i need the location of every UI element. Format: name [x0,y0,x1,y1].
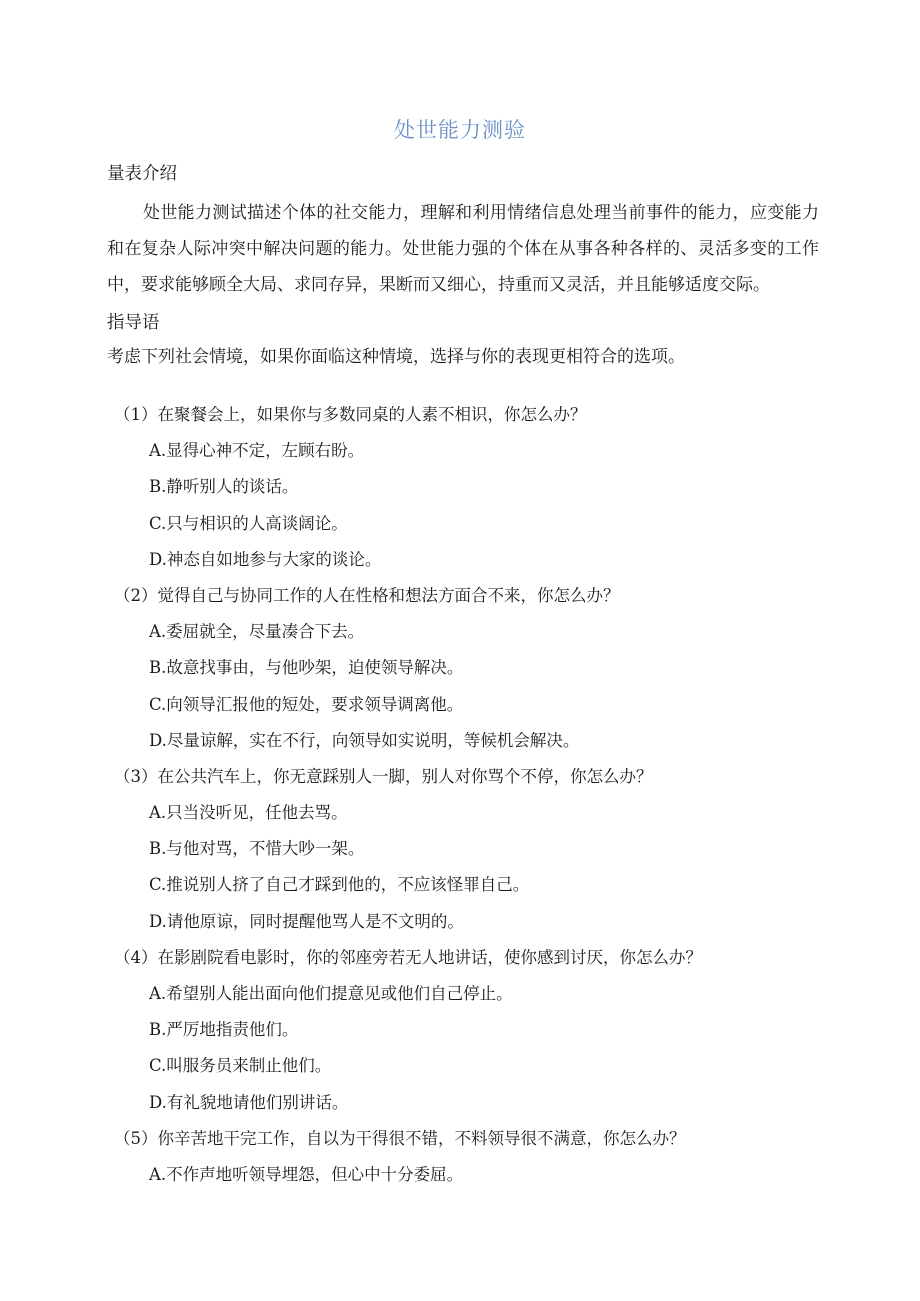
option-c: C.叫服务员来制止他们。 [149,1056,332,1076]
option-a: A.只当没听见，任他去骂。 [149,803,348,823]
option-d: D.神态自如地参与大家的谈论。 [149,549,382,569]
question-1 [0,397,920,578]
option-a: A.显得心神不定，左顾右盼。 [149,441,365,461]
option-d: D.请他原谅，同时提醒他骂人是不文明的。 [149,911,464,931]
question-2 [0,578,920,759]
option-c: C.推说别人挤了自己才踩到他的，不应该怪罪自己。 [149,875,530,895]
option-b: B.严厉地指责他们。 [149,1020,299,1040]
question-5 [0,1121,920,1193]
page-title: 处世能力测验 [394,118,526,142]
question-4 [0,940,920,1121]
option-b: B.与他对骂，不惜大吵一架。 [149,839,365,859]
option-a: A.希望别人能出面向他们提意见或他们自己停止。 [149,984,513,1003]
question-text: （3）在公共汽车上，你无意踩别人一脚，别人对你骂个不停，你怎么办？ [114,766,653,786]
option-b: B.故意找事由，与他吵架，迫使领导解决。 [149,658,464,678]
guide-heading: 指导语 [107,313,160,333]
option-c: C.只与相识的人高谈阔论。 [149,513,348,533]
option-d: D.尽量谅解，实在不行，向领导如实说明，等候机会解决。 [149,730,580,750]
guide-text: 考虑下列社会情境，如果你面临这种情境，选择与你的表现更相符合的选项。 [107,347,685,367]
option-a: A.委屈就全，尽量凑合下去。 [149,622,365,642]
question-list [0,397,920,1193]
question-text: （5）你辛苦地干完工作，自以为干得很不错，不料领导很不满意，你怎么办？ [114,1128,686,1148]
option-d: D.有礼貌地请他们别讲话。 [149,1092,349,1112]
intro-heading: 量表介绍 [107,164,177,184]
question-text: （2）觉得自己与协同工作的人在性格和想法方面合不来，你怎么办？ [114,585,620,605]
option-b: B.静听别人的谈话。 [149,477,299,497]
question-text: （4）在影剧院看电影时，你的邻座旁若无人地讲话，使你感到讨厌，你怎么办？ [114,947,702,967]
option-a: A.不作声地听领导埋怨，但心中十分委屈。 [149,1164,464,1184]
intro-paragraph: 处世能力测试描述个体的社交能力，理解和利用情绪信息处理当前事件的能力，应变能力和在复杂人际冲突中解决问题的能力。处世能力强的个体在从事各种各样的、灵活多变的工作中，要求能够顾全大局、求同存异，果断而又细心，持重而又灵活，并且能够适度交际。 [107,203,819,295]
question-3 [0,759,920,940]
question-text: （1）在聚餐会上，如果你与多数同桌的人素不相识，你怎么办？ [114,405,587,424]
option-c: C.向领导汇报他的短处，要求领导调离他。 [149,694,464,714]
